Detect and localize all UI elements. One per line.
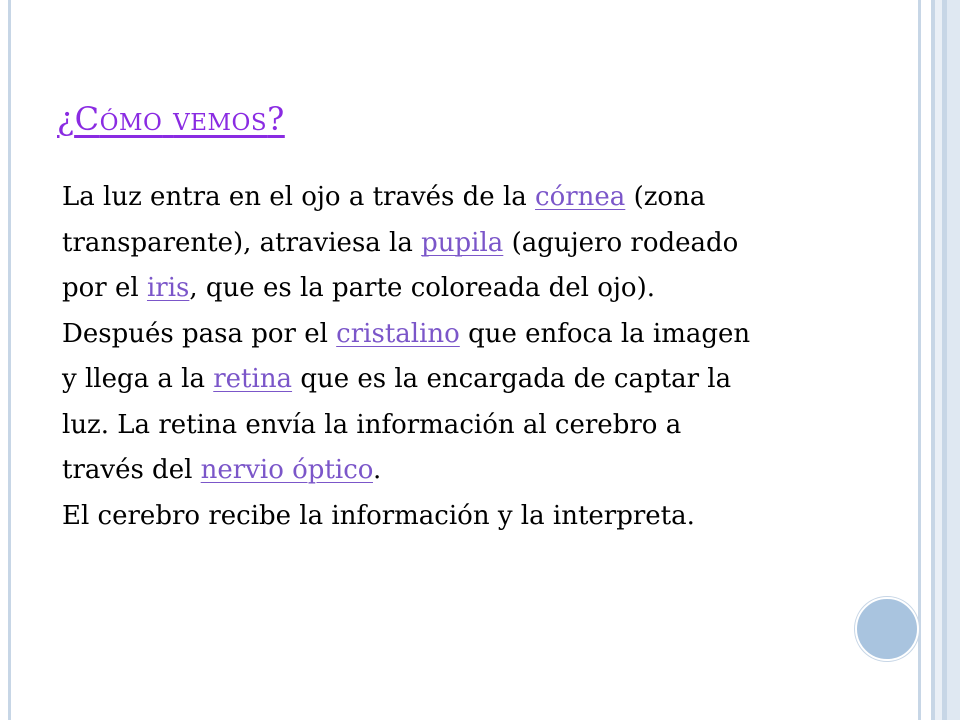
title-smallcaps-vemos: VEMOS bbox=[173, 110, 268, 136]
body-text: (zona bbox=[625, 182, 706, 212]
link-cristalino[interactable]: cristalino bbox=[336, 318, 460, 349]
body-line bbox=[62, 494, 882, 540]
link-retina[interactable]: retina bbox=[213, 364, 293, 394]
body-text: transparente), atraviesa la bbox=[62, 227, 422, 258]
body-text: (agujero rodeado bbox=[503, 227, 739, 258]
body-line bbox=[62, 357, 882, 403]
left-frame-line bbox=[8, 0, 11, 720]
body-text: La luz entra en el ojo a través de la bbox=[62, 182, 536, 212]
body-line bbox=[62, 266, 882, 312]
body-text: que enfoca la imagen bbox=[459, 318, 751, 349]
link-pupila[interactable]: pupila bbox=[421, 227, 504, 258]
link-cornea[interactable]: córnea bbox=[535, 182, 626, 212]
body-text: Después pasa por el bbox=[62, 318, 337, 349]
title-open-question: ¿ bbox=[57, 100, 75, 138]
title-capital-c: C bbox=[74, 100, 100, 138]
link-iris[interactable]: iris bbox=[146, 273, 190, 303]
body-line bbox=[62, 221, 882, 267]
right-frame-stripe bbox=[935, 0, 942, 720]
body-line bbox=[62, 403, 882, 449]
link-nervio-optico[interactable]: nervio óptico bbox=[200, 455, 373, 485]
body-text: que es la encargada de captar la bbox=[292, 364, 732, 394]
body-text: . bbox=[372, 455, 382, 485]
body-text: El cerebro recibe la información y la interpreta. bbox=[62, 500, 695, 531]
right-frame-stripe bbox=[921, 0, 931, 720]
slide-title[interactable] bbox=[57, 100, 285, 138]
body-text: , que es la parte coloreada del ojo). bbox=[189, 273, 655, 303]
title-space bbox=[162, 100, 173, 138]
body-text: luz. La retina envía la información al cerebro a bbox=[62, 409, 682, 440]
body-line bbox=[62, 448, 882, 494]
slide-body bbox=[62, 175, 882, 539]
body-text: través del bbox=[62, 455, 201, 485]
title-close-question: ? bbox=[267, 100, 285, 138]
decorative-circle bbox=[855, 597, 919, 661]
title-smallcaps-omo: ÓMO bbox=[99, 110, 163, 136]
body-text: por el bbox=[62, 273, 147, 303]
body-text: y llega a la bbox=[62, 364, 214, 394]
body-line bbox=[62, 312, 882, 358]
right-frame-stripe bbox=[947, 0, 960, 720]
body-line bbox=[62, 175, 882, 221]
